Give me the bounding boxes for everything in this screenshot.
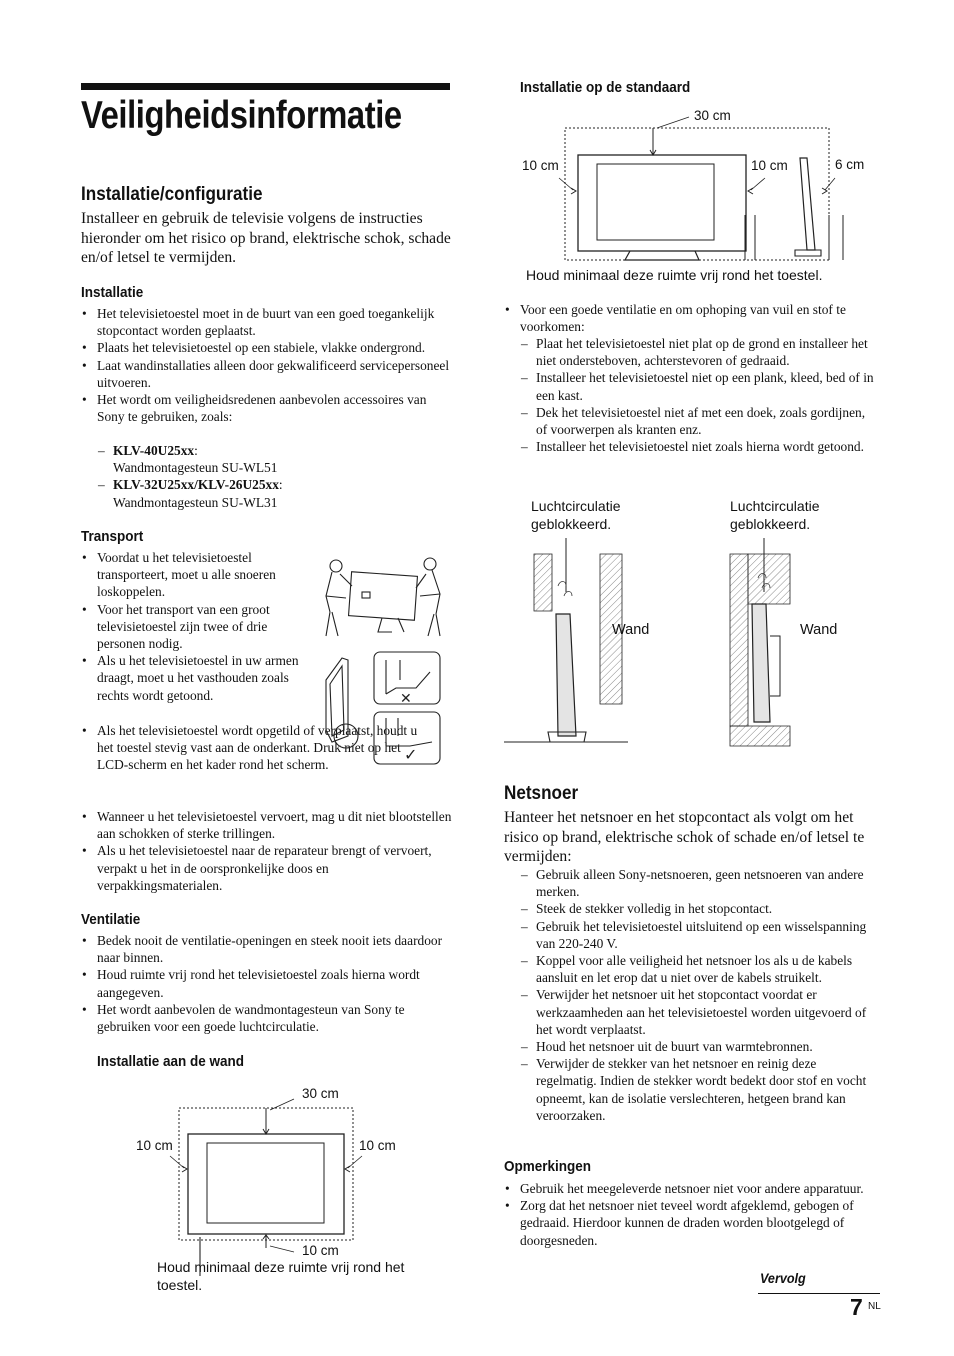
transport-list-narrow (81, 549, 307, 704)
list-item: • Het wordt aanbevolen de wandmontagesteun van Sony te gebruiken voor een goede luchtcirculatie. (81, 1001, 453, 1035)
list-item: • Plaats het televisietoestel op een stabiele, vlakke ondergrond. (81, 339, 453, 356)
list-item: • Als u het televisietoestel naar de reparateur brengt of vervoert, verpakt u het in de oorspronkelijke doos en verpakkingsmaterialen. (81, 842, 453, 894)
wrong-mark: ✕ (400, 690, 412, 706)
transport-list-wide (81, 808, 453, 894)
list-item: – Steek de stekker volledig in het stopcontact. (520, 900, 876, 917)
list-item: • Voordat u het televisietoestel transporteert, moet u alle snoeren loskoppelen. (81, 549, 307, 601)
accessory-model: KLV-40U25xx (113, 443, 195, 458)
list-item: – Koppel voor alle veiligheid het netsnoer los als u de kabels aansluit en let erop dat u niet over de kabels struikelt. (520, 952, 876, 986)
accessory-item: – KLV-40U25xx: Wandmontagesteun SU-WL51 (97, 442, 447, 476)
blocked-label-2: Luchtcirculatie geblokkeerd. (730, 498, 820, 532)
ventilation-dash-list (520, 335, 876, 455)
ventilatie-list (81, 932, 453, 1035)
list-item: • Wanneer u het televisietoestel vervoert, mag u dit niet blootstellen aan schokken of sterke trillingen. (81, 808, 453, 842)
ventilatie-heading: Ventilatie (81, 911, 141, 928)
list-item: – Verwijder de stekker van het netsnoer en reinig deze regelmatig. Indien de stekker wordt bedekt door stof en vocht opneemt, kan de isolatie verslechteren, hetgeen brand kan veroorzaken. (520, 1055, 876, 1124)
transport-item-lift: • Als het televisietoestel wordt opgetild of verplaatst, houdt u het toestel stevig vast aan de onderkant. Druk niet op het LCD-scherm en het kader rond het scherm. (82, 723, 418, 773)
wall-label-2: Wand (800, 622, 838, 638)
stand-side-clearance: 6 cm (835, 157, 865, 172)
continued-label: Vervolg (760, 1270, 806, 1286)
ventilation-intro-list (504, 301, 876, 335)
accessory-item: – KLV-32U25xx/KLV-26U25xx: Wandmontagesteun SU-WL31 (97, 476, 447, 510)
installatie-list (81, 305, 453, 425)
list-item: • Houd ruimte vrij rond het televisietoestel zoals hierna wordt aangegeven. (81, 966, 453, 1000)
list-item: • Laat wandinstallaties alleen door gekwalificeerd servicepersoneel uitvoeren. (81, 357, 453, 391)
list-item: • Voor het transport van een groot televisietoestel zijn twee of drie personen nodig. (81, 601, 307, 653)
list-item: – Plaat het televisietoestel niet plat op de grond en installeer het niet ondersteboven, achterstevoren of gedraaid. (520, 335, 876, 369)
netsnoer-heading: Netsnoer (504, 783, 579, 804)
list-item: – Installeer het televisietoestel niet op een plank, kleed, bed of in een kast. (520, 369, 876, 403)
stand-mount-caption: Houd minimaal deze ruimte vrij rond het toestel. (526, 267, 823, 283)
wall-right-clearance: 10 cm (359, 1138, 396, 1153)
blocked-ventilation-diagram (504, 536, 884, 748)
list-item: • Het televisietoestel moet in de buurt van een goed toegankelijk stopcontact worden geplaatst. (81, 305, 453, 339)
wall-bottom-clearance: 10 cm (302, 1243, 339, 1258)
wall-left-clearance: 10 cm (136, 1138, 173, 1153)
list-item: – Houd het netsnoer uit de buurt van warmtebronnen. (520, 1038, 876, 1055)
wall-top-clearance: 30 cm (302, 1086, 339, 1101)
netsnoer-list (520, 866, 876, 1124)
list-item: • Bedek nooit de ventilatie-openingen en steek nooit iets daardoor naar binnen. (81, 932, 453, 966)
section-intro: Installeer en gebruik de televisie volgens de instructies hieronder om het risico op brand, elektrische schok, schade en/of letsel te vermijden. (81, 210, 451, 266)
installatie-heading: Installatie (81, 284, 144, 301)
accessory-model: KLV-32U25xx/KLV-26U25xx (113, 477, 279, 493)
two-persons-carrying-tv-illustration (322, 552, 446, 640)
list-item: – Installeer het televisietoestel niet zoals hierna wordt getoond. (520, 438, 876, 455)
list-item: – Dek het televisietoestel niet af met een doek, zoals gordijnen, of voorwerpen als kranten enz. (520, 404, 876, 438)
stand-mount-clearance-diagram (515, 100, 885, 270)
list-item: • Voor een goede ventilatie en om ophoping van vuil en stof te voorkomen: (504, 301, 876, 335)
transport-heading: Transport (81, 528, 144, 545)
list-item: – Verwijder het netsnoer uit het stopcontact voordat er werkzaamheden aan het televisietoestel worden uitgevoerd of het wordt verplaatst. (520, 986, 876, 1038)
wall-mount-heading: Installatie aan de wand (97, 1053, 245, 1070)
opmerkingen-list (504, 1180, 876, 1249)
list-item: • Het wordt om veiligheidsredenen aanbevolen accessoires van Sony te gebruiken, zoals: (81, 391, 453, 425)
stand-top-clearance: 30 cm (694, 108, 731, 123)
page-title: Veiligheidsinformatie (81, 94, 402, 137)
right-mark: ✓ (404, 747, 418, 764)
section-title-installatie-configuratie: Installatie/configuratie (81, 184, 263, 205)
blocked-label-1: Luchtcirculatie geblokkeerd. (531, 498, 621, 532)
stand-right-clearance: 10 cm (751, 158, 788, 173)
wall-mount-caption: Houd minimaal deze ruimte vrij rond het toestel. (157, 1259, 405, 1293)
stand-mount-heading: Installatie op de standaard (520, 79, 691, 96)
list-item: – Gebruik alleen Sony-netsnoeren, geen netsnoeren van andere merken. (520, 866, 876, 900)
list-item: – Gebruik het televisietoestel uitsluitend op een wisselspanning van 220-240 V. (520, 918, 876, 952)
list-item: • Zorg dat het netsnoer niet teveel wordt afgeklemd, gebogen of gedraaid. Hierdoor kunnen de draden worden blootgelegd of doorgesneden. (504, 1197, 876, 1249)
language-code: NL (868, 1301, 881, 1312)
netsnoer-intro: Hanteer het netsnoer en het stopcontact als volgt om het risico op brand, elektrische schok of schade en/of letsel te vermijden: (504, 809, 865, 865)
title-rule (81, 83, 450, 90)
list-item: Als het televisietoestel wordt opgetild of verplaatst, houdt u het toestel stevig vast aan de onderkant. Druk niet op het LCD-scherm en het kader rond het scherm. (97, 723, 418, 773)
page-number: 7 (850, 1294, 863, 1320)
list-item: • Als u het televisietoestel in uw armen draagt, moet u het vasthouden zoals rechts wordt getoond. (81, 652, 307, 704)
list-item: • Gebruik het meegeleverde netsnoer niet voor andere apparatuur. (504, 1180, 876, 1197)
accessory-mount: Wandmontagesteun SU-WL51 (113, 460, 278, 476)
accessory-list (97, 442, 447, 511)
accessory-mount: Wandmontagesteun SU-WL31 (113, 494, 278, 510)
wall-label-1: Wand (612, 622, 650, 638)
stand-left-clearance: 10 cm (522, 158, 559, 173)
tv-holding-illustration (320, 650, 444, 768)
opmerkingen-heading: Opmerkingen (504, 1158, 592, 1175)
